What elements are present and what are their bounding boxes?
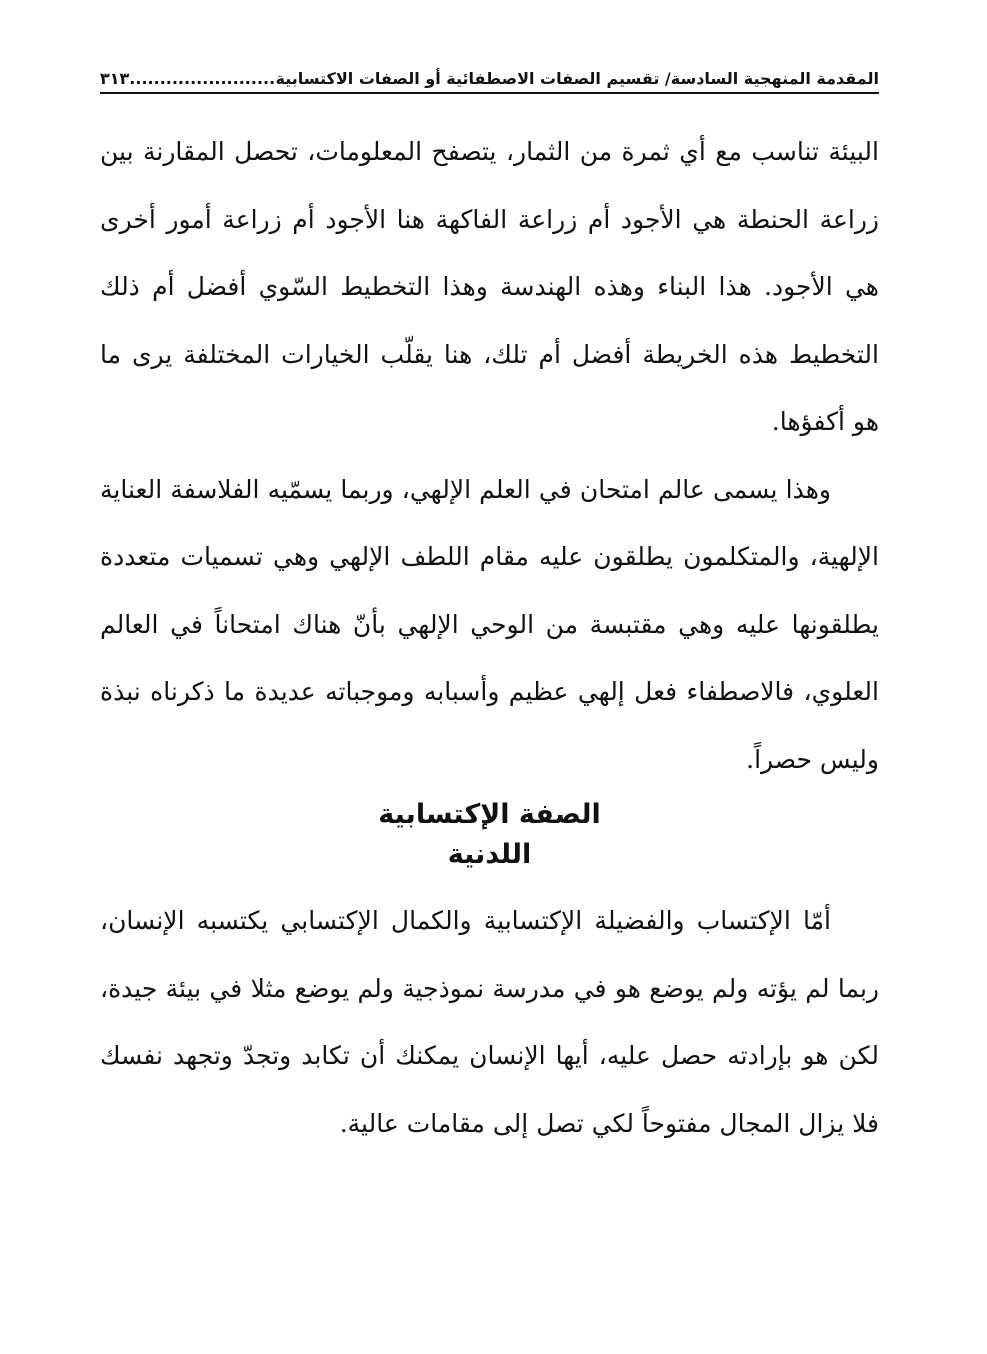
header-divider [100, 92, 879, 94]
section-heading-line-1: الصفة الإكتسابية [378, 799, 601, 830]
section-heading [100, 795, 879, 875]
page-number: ........................٣١٣ [100, 69, 276, 88]
paragraph-2: وهذا يسمى عالم امتحان في العلم الإلهي، وربما يسمّيه الفلاسفة العناية الإلهية، والمتكلمون يطلقون عليه مقام اللطف الإلهي وهي تسميات متعددة يطلقونها عليه وهي مقتبسة من الوحي الإلهي بأنّ هناك امتحاناً في العالم العلوي، فالاصطفاء فعل إلهي عظيم وأسبابه وموجباته عديدة ما ذكرناه نبذة وليس حصراً. [100, 474, 879, 774]
paragraph-1: البيئة تناسب مع أي ثمرة من الثمار، يتصفح المعلومات، تحصل المقارنة بين زراعة الحنطة هي الأجود أم زراعة الفاكهة هنا الأجود أم زراعة أمور أخرى هي الأجود. هذا البناء وهذه الهندسة وهذا التخطيط السّوي أفضل أم ذلك التخطيط هذه الخريطة أفضل أم تلك، هنا يقلّب الخيارات المختلفة يرى ما هو أكفؤها. [100, 137, 879, 436]
running-title: المقدمة المنهجية السادسة/ تقسيم الصفات الاصطفائية أو الصفات الاكتسابية [275, 69, 879, 88]
page-body [100, 118, 879, 1157]
running-header [100, 54, 879, 88]
paragraph-3: أمّا الإكتساب والفضيلة الإكتسابية والكمال الإكتسابي يكتسبه الإنسان، ربما لم يؤته ولم يوضع هو في مدرسة نموذجية ولم يوضع مثلا في بيئة جيدة، لكن هو بإرادته حصل عليه، أيها الإنسان يمكنك أن تكابد وتجدّ وتجهد نفسك فلا يزال المجال مفتوحاً لكي تصل إلى مقامات عالية. [100, 906, 879, 1138]
section-heading-line-2: اللدنية [447, 839, 532, 870]
